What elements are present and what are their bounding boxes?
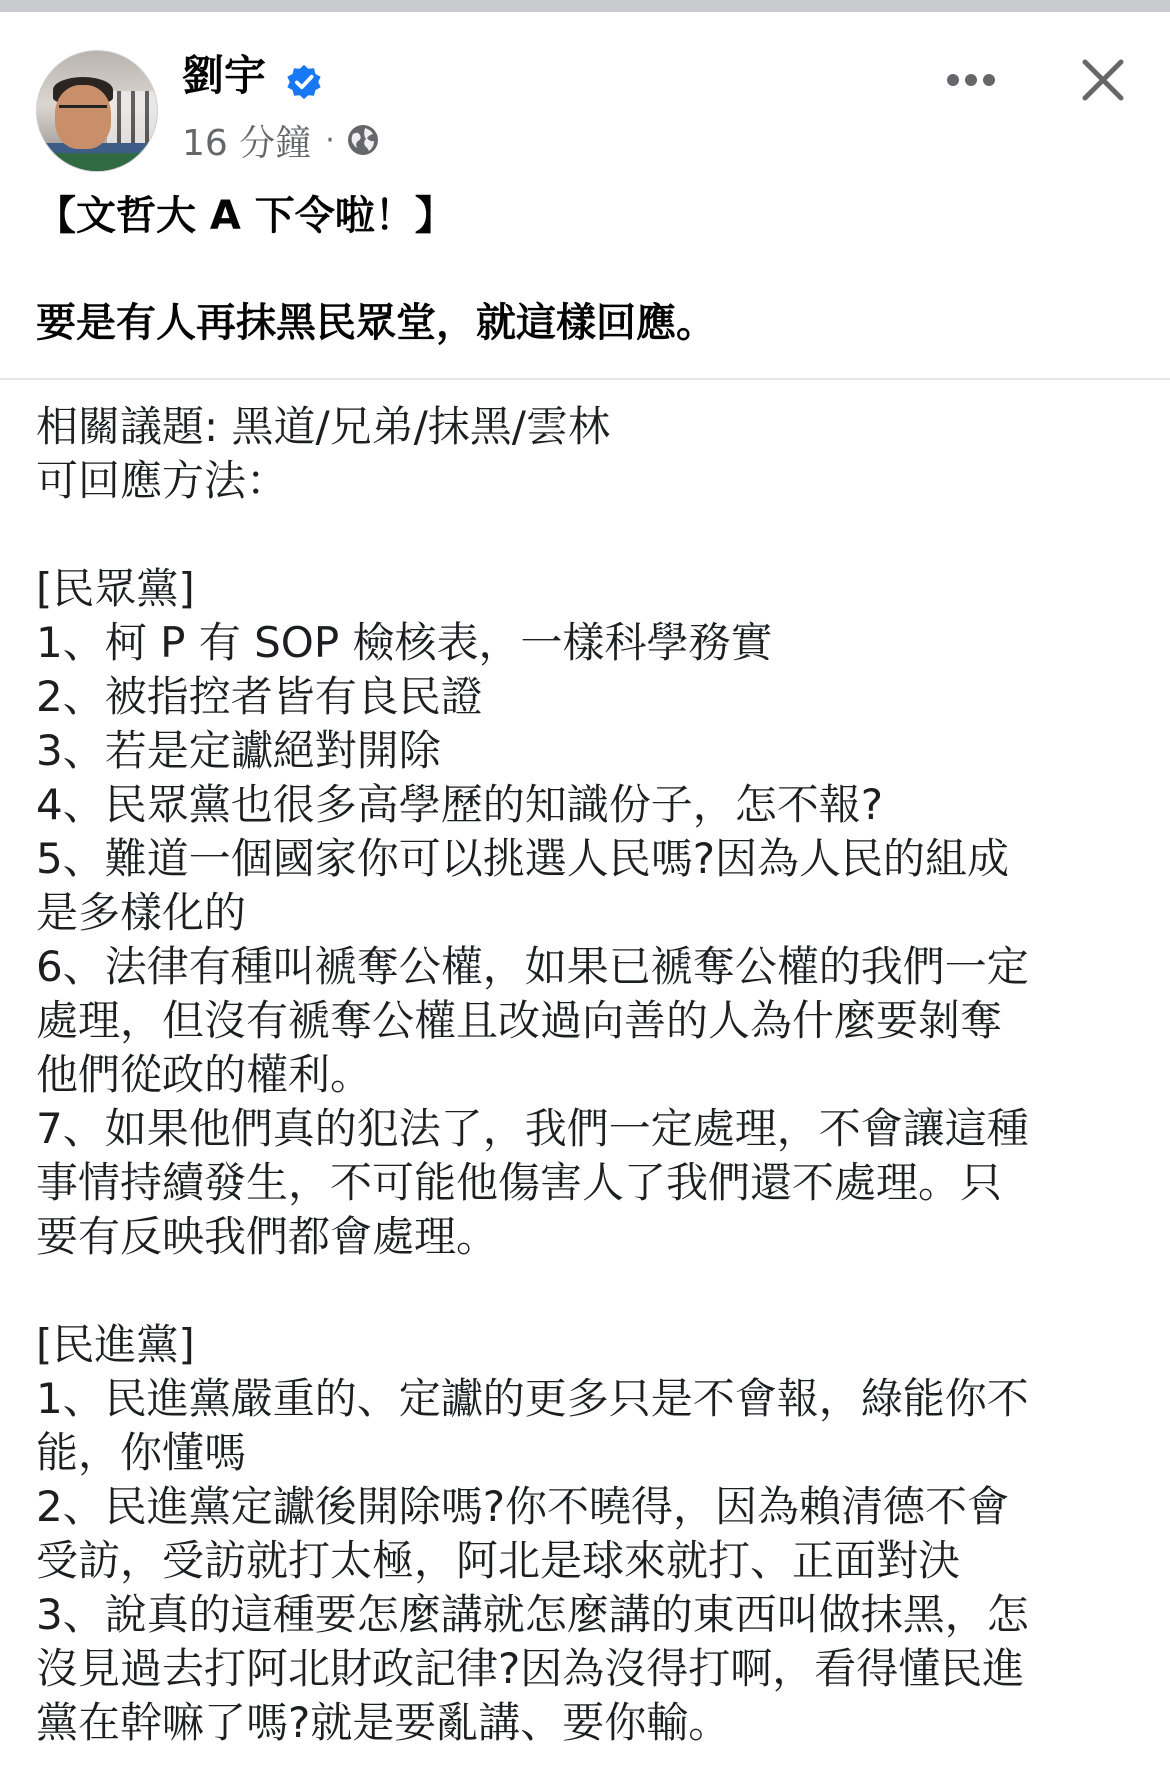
post-body-line: 是多樣化的 [36,888,247,937]
post-body-line: 6、法律有種叫褫奪公權，如果已褫奪公權的我們一定 [36,942,1029,991]
post-body-line: 相關議題: 黑道/兄弟/抹黑/雲林 [36,402,610,451]
post-timestamp[interactable]: 16 分鐘 [182,122,312,164]
post-body-line: 受訪，受訪就打太極，阿北是球來就打、正面對決 [36,1536,961,1585]
author-name[interactable]: 劉宇 [182,51,267,100]
post-body-line: 1、柯 P 有 SOP 檢核表，一樣科學務實 [36,618,773,667]
post-body-line: 4、民眾黨也很多高學歷的知識份子，怎不報? [36,780,884,829]
post-body-line: [民進黨] [36,1320,195,1369]
top-status-strip [0,0,1170,12]
post-body-line: 3、說真的這種要怎麼講就怎麼講的東西叫做抹黑，怎 [36,1590,1029,1639]
author-avatar[interactable] [36,50,158,172]
more-dot [965,74,977,86]
post-meta [182,118,381,162]
post-title: 【文哲大 A 下令啦！】 [36,193,455,239]
post-body-line: 可回應方法： [36,456,289,505]
post-body-line: 事情持續發生，不可能他傷害人了我們還不處理。只 [36,1158,1003,1207]
post-body-line [36,508,1146,562]
more-options-icon[interactable] [940,55,1002,105]
globe-icon[interactable] [345,122,381,158]
post-body-line: 2、民進黨定讞後開除嗎?你不曉得，因為賴清德不會 [36,1482,1010,1531]
post-body-line: 黨在幹嘛了嗎?就是要亂講、要你輸。 [36,1698,731,1747]
more-dot [947,74,959,86]
section-divider [0,378,1170,380]
close-icon[interactable] [1075,52,1131,108]
post-body-line: 沒見過去打阿北財政記律?因為沒得打啊，看得懂民進 [36,1644,1025,1693]
post-body-line: 要有反映我們都會處理。 [36,1212,499,1261]
avatar-glasses [59,105,107,117]
post-body-line: 處理，但沒有褫奪公權且改過向善的人為什麼要剝奪 [36,996,1003,1045]
post-body-line: 2、被指控者皆有良民證 [36,672,483,721]
post-body-line: 7、如果他們真的犯法了，我們一定處理，不會讓這種 [36,1104,1029,1153]
post-body-line: 1、民進黨嚴重的、定讞的更多只是不會報，綠能你不 [36,1374,1029,1423]
avatar-background-crowd [107,91,157,151]
post-body-line: 3、若是定讞絕對開除 [36,726,441,775]
post-body-line: 能，你懂嗎 [36,1428,247,1477]
post-body [36,400,1146,1750]
meta-separator: · [325,122,335,158]
post-body-line: [民眾黨] [36,564,195,613]
post-subtitle: 要是有人再抹黑民眾堂，就這樣回應。 [36,300,716,346]
post-body-line: 他們從政的權利。 [36,1050,373,1099]
avatar-caption-banner [37,153,158,172]
verified-badge-icon [285,63,323,101]
avatar-face [55,85,111,149]
post-body-line [36,1264,1146,1318]
more-dot [983,74,995,86]
post-body-line: 5、難道一個國家你可以挑選人民嗎?因為人民的組成 [36,834,1010,883]
